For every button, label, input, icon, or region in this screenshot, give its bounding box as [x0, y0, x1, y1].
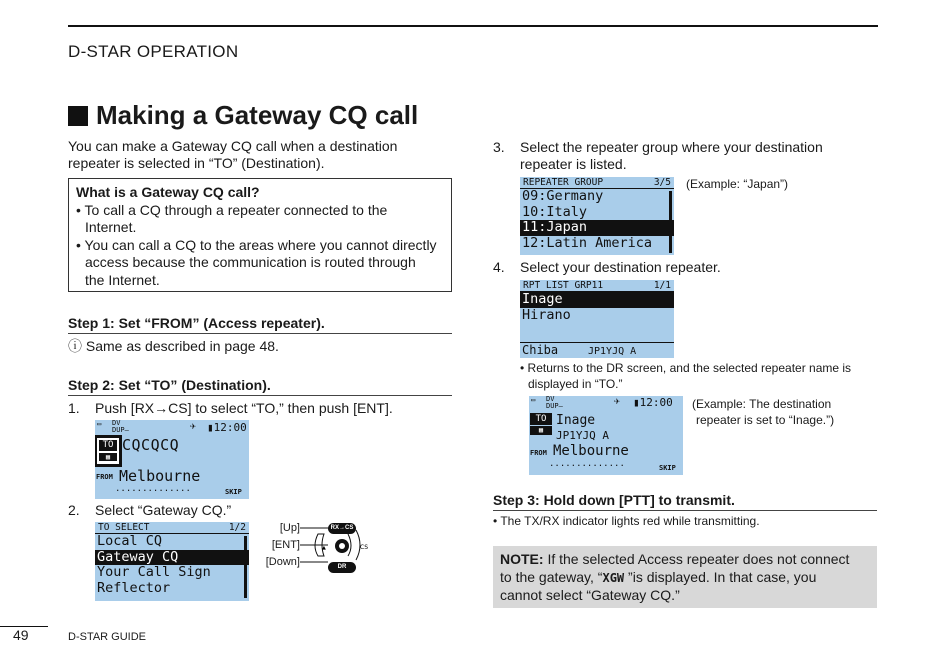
lcd-menu-item[interactable]: Reflector — [97, 579, 171, 596]
item-text: Select your destination repeater. — [520, 259, 721, 275]
to-badge: TO — [99, 440, 117, 451]
key-label-down: [Down] — [265, 556, 300, 568]
step2-heading: Step 2: Set “TO” (Destination). — [68, 377, 452, 396]
intro-line: repeater is selected in “TO” (Destination). — [68, 155, 325, 171]
info-bullet — [76, 202, 444, 237]
dup-label: DUP– — [546, 402, 563, 410]
item-number: 2. — [68, 502, 80, 518]
intro-line: You can make a Gateway CQ call when a destination — [68, 138, 398, 154]
example-caption-2 — [692, 396, 834, 428]
lcd-scrollbar — [244, 536, 247, 598]
svg-text:CS: CS — [360, 544, 368, 551]
lcd-menu-item[interactable]: Local CQ — [97, 533, 163, 549]
signal-dots: .............. — [549, 459, 625, 469]
return-note-line: displayed in “TO.” — [528, 377, 623, 391]
item-number: 1. — [68, 400, 80, 416]
lcd-repeater-group — [520, 177, 674, 255]
to-value: CQCQCQ — [122, 436, 180, 454]
lcd-menu-item[interactable]: 10:Italy — [522, 203, 588, 220]
item3 — [493, 139, 823, 173]
gps-icon: ✈ — [190, 421, 197, 432]
lcd-menu-item-selected[interactable]: 11:Japan — [520, 220, 674, 236]
lcd-footer-call: JP1YJQ A — [588, 346, 637, 357]
info-line: access because the communication is routed through — [85, 254, 416, 270]
from-value: Melbourne — [119, 467, 201, 485]
info-icon: ⓘ — [68, 338, 82, 354]
info-line: Internet. — [85, 219, 137, 235]
from-value: Melbourne — [553, 443, 629, 459]
lcd-dr-screen-1 — [95, 420, 249, 499]
example-line: repeater is set to “Inage.”) — [696, 413, 835, 427]
lcd-menu-item-selected[interactable]: Inage — [520, 292, 674, 308]
gps-icon: ✈ — [614, 396, 621, 407]
lcd-menu-item[interactable]: 09:Germany — [522, 188, 604, 204]
step1-heading: Step 1: Set “FROM” (Access repeater). — [68, 315, 452, 334]
step3-text: • The TX/RX indicator lights red while transmitting. — [493, 514, 760, 528]
xgw-icon: XGW — [602, 570, 625, 585]
note-label: NOTE: — [500, 551, 544, 567]
clock-readout: ▮12:00 — [207, 421, 247, 434]
clock-readout: ▮12:00 — [633, 396, 673, 409]
header-rule — [68, 25, 878, 27]
to-value: Inage — [556, 413, 596, 428]
page-number: 49 — [13, 627, 29, 643]
lcd-page: 1/1 — [653, 280, 671, 291]
lcd-footer-name: Chiba — [522, 343, 559, 357]
antenna-icon: ▦ — [530, 426, 552, 435]
return-note-line: • Returns to the DR screen, and the selected repeater name is — [520, 361, 852, 375]
step3-heading: Step 3: Hold down [PTT] to transmit. — [493, 492, 877, 511]
info-box — [68, 178, 452, 292]
step2-item2 — [68, 502, 231, 519]
item-text: repeater is listed. — [520, 156, 627, 172]
dr-key[interactable]: DR — [328, 562, 356, 573]
note-text: cannot select “Gateway CQ.” — [500, 587, 680, 603]
item-number: 3. — [493, 139, 505, 155]
intro-text — [68, 138, 397, 172]
lcd-menu-item[interactable]: Your Call Sign — [97, 564, 211, 580]
lcd-page: 3/5 — [653, 177, 671, 188]
lcd-footer — [520, 342, 674, 358]
antenna-icon: ▦ — [99, 453, 117, 461]
to-badge: TO — [530, 413, 552, 425]
lcd-menu-item-selected[interactable]: Gateway CQ — [95, 550, 249, 566]
step2-item1 — [68, 400, 393, 417]
step1-text — [68, 338, 279, 355]
square-bullet-icon — [68, 106, 88, 126]
key-label-ent: [ENT] — [271, 539, 300, 551]
page-title-text: Making a Gateway CQ call — [96, 100, 419, 130]
info-line: the Internet. — [85, 271, 160, 288]
svg-text:▲: ▲ — [322, 545, 326, 551]
lcd-header-title: TO SELECT — [98, 522, 150, 533]
clock-time: 12:00 — [639, 396, 673, 409]
note-text: ”is displayed. In that case, you — [624, 568, 817, 585]
return-note — [520, 360, 851, 392]
key-label-up: [Up] — [279, 522, 300, 534]
lcd-page: 1/2 — [228, 522, 246, 533]
lcd-menu-item[interactable]: 12:Latin America — [522, 234, 653, 251]
dv-label: DV — [546, 396, 555, 403]
to-callsign: JP1YJQ A — [556, 429, 609, 442]
section-title: D-STAR OPERATION — [68, 42, 239, 61]
lcd-header-title: REPEATER GROUP — [523, 177, 604, 188]
lcd-to-select — [95, 522, 249, 601]
note-box — [493, 546, 877, 608]
rx-cs-key[interactable]: RX→CS — [328, 523, 356, 534]
footer-guide: D-STAR GUIDE — [68, 631, 147, 643]
info-box-heading: What is a Gateway CQ call? — [76, 184, 260, 200]
clock-time: 12:00 — [213, 421, 247, 434]
item4 — [493, 259, 721, 276]
info-line: • To call a CQ through a repeater connected to the — [76, 201, 388, 218]
dv-label: DV — [112, 420, 121, 427]
from-badge: FROM — [96, 473, 113, 481]
info-line: • You can call a CQ to the areas where you cannot directly — [76, 236, 437, 253]
lcd-repeater-list — [520, 280, 674, 358]
item-text: Select “Gateway CQ.” — [95, 502, 232, 518]
lcd-scrollbar — [669, 191, 672, 253]
item-text: Push [RX→CS] to select “TO,” then push [ENT]. — [95, 400, 393, 416]
item-number: 4. — [493, 259, 505, 275]
from-badge: FROM — [530, 449, 547, 457]
example-caption: (Example: “Japan”) — [686, 177, 789, 191]
info-bullet — [76, 237, 444, 290]
lcd-dr-screen-2 — [529, 396, 683, 475]
skip-label: SKIP — [225, 488, 242, 496]
example-line: (Example: The destination — [692, 397, 832, 411]
lcd-header-title: RPT LIST GRP11 — [523, 280, 604, 291]
lcd-menu-item[interactable]: Hirano — [522, 306, 571, 323]
skip-label: SKIP — [659, 464, 676, 472]
note-text: If the selected Access repeater does not connect — [543, 551, 850, 567]
note-text: to the gateway, “ — [500, 568, 603, 585]
step1-text-body: Same as described in page 48. — [85, 338, 279, 354]
signal-dots: .............. — [115, 484, 191, 494]
page-title — [68, 100, 418, 131]
battery-icon: ▭ — [97, 420, 102, 428]
to-selection-frame — [95, 436, 121, 466]
battery-icon: ▭ — [531, 396, 536, 404]
dup-label: DUP– — [112, 426, 129, 434]
item-text: Select the repeater group where your destination — [520, 139, 823, 155]
